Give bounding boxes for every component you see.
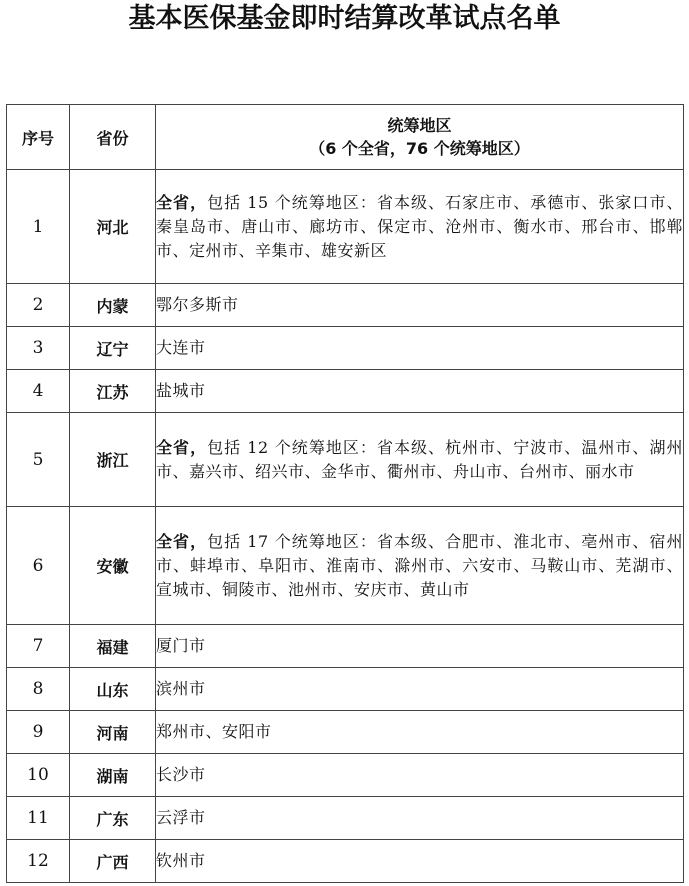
row-province: 安徽	[70, 507, 156, 625]
header-area-title: 统筹地区	[387, 116, 452, 135]
row-number: 4	[7, 370, 70, 413]
row-area-text: 大连市	[156, 338, 206, 357]
page-title: 基本医保基金即时结算改革试点名单	[128, 3, 561, 34]
table-row	[7, 327, 684, 370]
row-number: 3	[7, 327, 70, 370]
row-province: 辽宁	[70, 327, 156, 370]
header-province: 省份	[70, 105, 156, 170]
row-province: 广东	[70, 797, 156, 840]
row-number: 9	[7, 711, 70, 754]
row-area-text: 包括 12 个统筹地区：省本级、杭州市、宁波市、温州市、湖州市、嘉兴市、绍兴市、金华市、衢州市、舟山市、台州市、丽水市	[156, 437, 683, 481]
row-area	[156, 170, 684, 284]
row-area	[156, 507, 684, 625]
row-area	[156, 711, 684, 754]
table-row	[7, 170, 684, 284]
row-area-text: 盐城市	[156, 381, 206, 400]
row-area-text: 滨州市	[156, 679, 206, 698]
row-area-lead: 全省，	[156, 437, 208, 457]
row-area	[156, 413, 684, 507]
row-area	[156, 284, 684, 327]
row-area-text: 鄂尔多斯市	[156, 295, 239, 314]
table-row	[7, 284, 684, 327]
row-number: 1	[7, 170, 70, 284]
row-number: 10	[7, 754, 70, 797]
row-province: 山东	[70, 668, 156, 711]
row-area	[156, 668, 684, 711]
row-area-text: 长沙市	[156, 765, 206, 784]
row-area-text: 郑州市、安阳市	[156, 722, 272, 741]
row-area	[156, 754, 684, 797]
row-province: 河南	[70, 711, 156, 754]
table-header-row	[7, 105, 684, 170]
table-row	[7, 625, 684, 668]
row-number: 6	[7, 507, 70, 625]
table-row	[7, 797, 684, 840]
row-area	[156, 327, 684, 370]
row-province: 河北	[70, 170, 156, 284]
table-row	[7, 370, 684, 413]
row-area-text: 云浮市	[156, 808, 206, 827]
row-province: 内蒙	[70, 284, 156, 327]
row-area	[156, 840, 684, 883]
header-area	[156, 105, 684, 170]
row-number: 7	[7, 625, 70, 668]
table-row	[7, 754, 684, 797]
header-no: 序号	[7, 105, 70, 170]
row-area-lead: 全省，	[156, 531, 208, 551]
header-area-subtitle: （6 个全省，76 个统筹地区）	[309, 139, 530, 158]
row-number: 2	[7, 284, 70, 327]
row-number: 12	[7, 840, 70, 883]
row-area	[156, 370, 684, 413]
table-row	[7, 711, 684, 754]
row-area-lead: 全省，	[156, 192, 208, 212]
table-row	[7, 413, 684, 507]
row-number: 8	[7, 668, 70, 711]
row-province: 湖南	[70, 754, 156, 797]
row-province: 江苏	[70, 370, 156, 413]
table-row	[7, 507, 684, 625]
table-row	[7, 840, 684, 883]
table-row	[7, 668, 684, 711]
row-area-text: 包括 17 个统筹地区：省本级、合肥市、淮北市、亳州市、宿州市、蚌埠市、阜阳市、淮南市、滁州市、六安市、马鞍山市、芜湖市、宣城市、铜陵市、池州市、安庆市、黄山市	[156, 531, 683, 599]
row-province: 浙江	[70, 413, 156, 507]
row-number: 11	[7, 797, 70, 840]
row-area	[156, 625, 684, 668]
row-province: 广西	[70, 840, 156, 883]
row-province: 福建	[70, 625, 156, 668]
pilot-list-table	[6, 104, 684, 883]
row-area-text: 厦门市	[156, 636, 206, 655]
row-number: 5	[7, 413, 70, 507]
row-area	[156, 797, 684, 840]
row-area-text: 包括 15 个统筹地区：省本级、石家庄市、承德市、张家口市、秦皇岛市、唐山市、廊坊市、保定市、沧州市、衡水市、邢台市、邯郸市、定州市、辛集市、雄安新区	[156, 192, 683, 260]
row-area-text: 钦州市	[156, 851, 206, 870]
